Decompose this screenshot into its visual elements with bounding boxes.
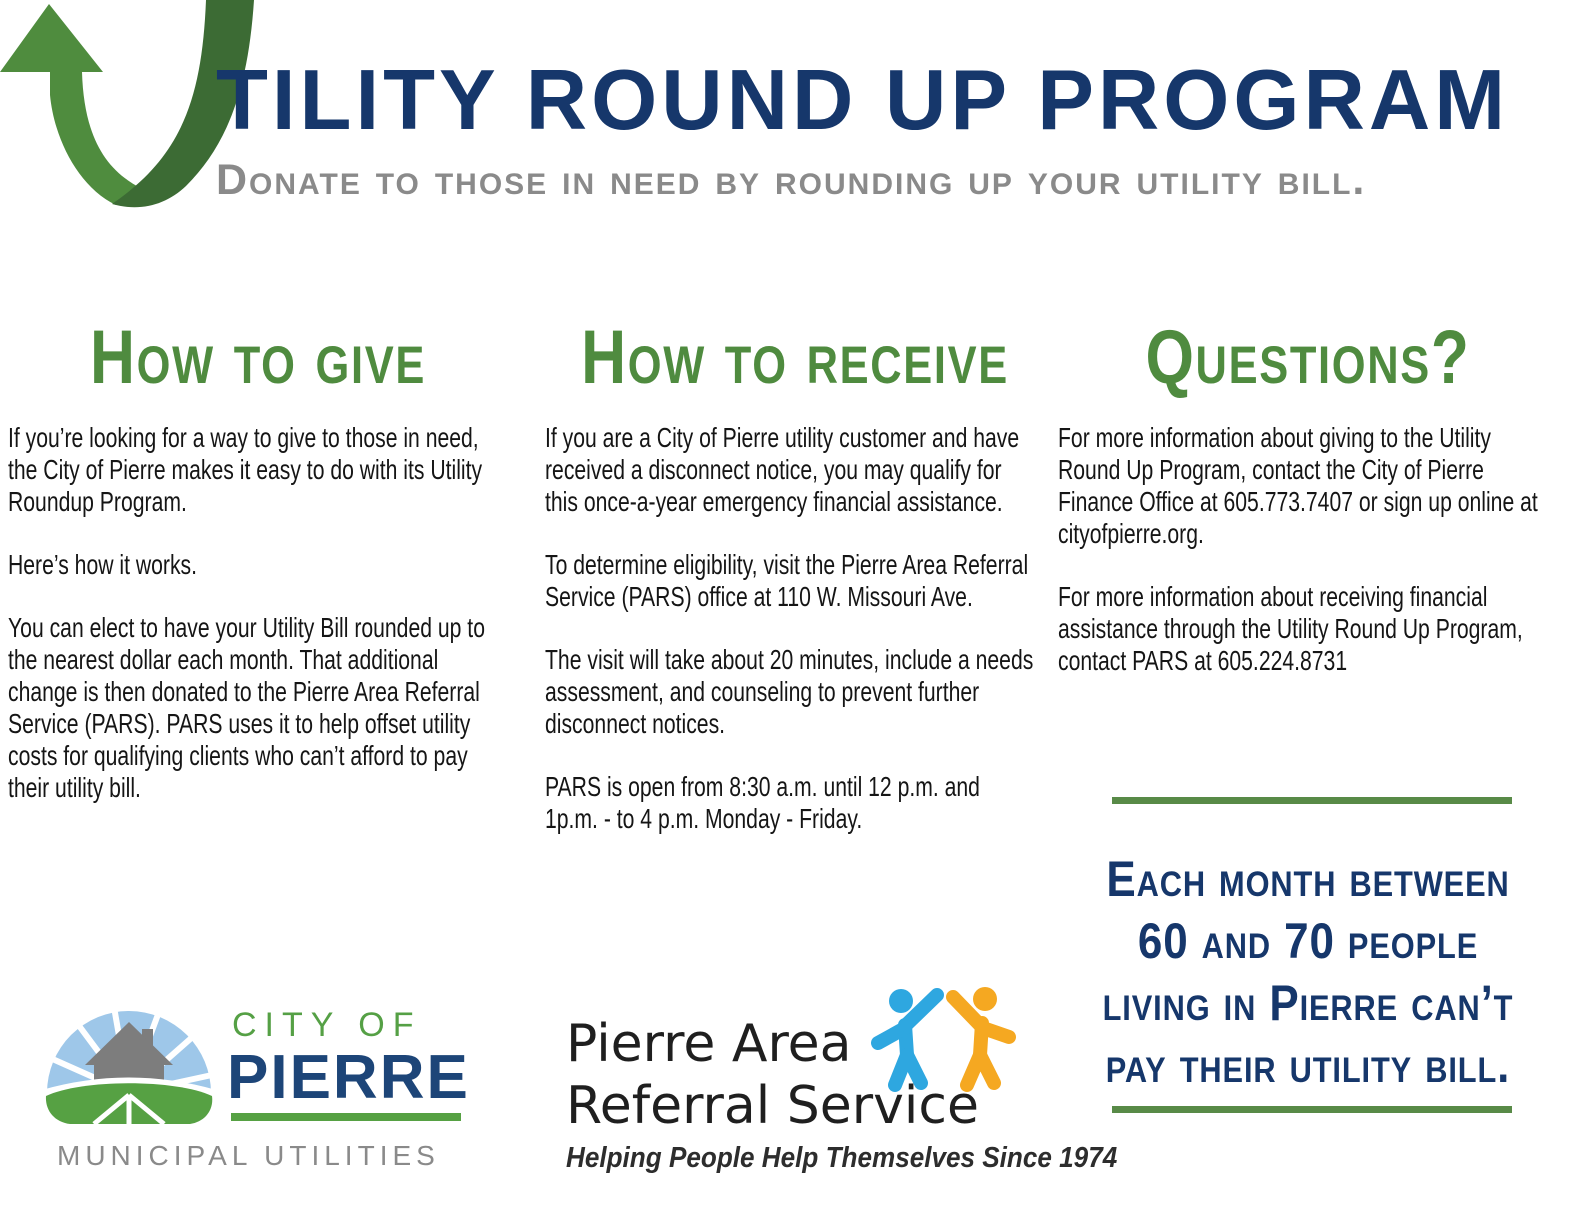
heading-questions: Questions? [1145,315,1471,400]
column-questions [1058,315,1558,708]
callout-statistic [1088,848,1528,1096]
divider-line-bottom [1112,1106,1512,1113]
paragraph: The visit will take about 20 minutes, include a needs assessment, and counseling to prevent further disconnect notices. [545,644,1034,739]
paragraph: To determine eligibility, visit the Pierre Area Referral Service (PARS) office at 110 W. Missouri Ave. [545,549,1029,612]
heading-how-to-give: How to give [90,315,426,400]
column-how-to-give [8,315,508,835]
city-of-pierre-emblem-icon [42,995,217,1130]
pars-name-line1: Pierre Area [566,1014,852,1074]
paragraph: Here’s how it works. [8,549,198,580]
page-title: TILITY ROUND UP PROGRAM [216,53,1510,148]
column-how-to-receive [545,315,1045,866]
paragraph: For more information about giving to the Utility Round Up Program, contact the City of Pierre Finance Office at 605.773.7407 or sign up online at cityofpierre.org. [1058,422,1538,549]
pars-name-line2: Referral Service [566,1076,979,1136]
column-body [8,422,501,804]
page-subtitle: Donate to those in need by rounding up your utility bill. [216,156,1367,204]
column-body [545,422,1038,835]
paragraph: For more information about receiving financial assistance through the Utility Round Up Program, contact PARS at 605.224.8731 [1058,581,1523,676]
paragraph: You can elect to have your Utility Bill rounded up to the nearest dollar each month. That additional change is then donated to the Pierre Area Referral Service (PARS). PARS uses it to help offset utility costs for qualifying clients who can’t afford to pay their utility bill. [8,612,485,803]
paragraph: If you’re looking for a way to give to those in need, the City of Pierre makes it easy to do with its Utility Roundup Program. [8,422,483,517]
column-body [1058,422,1551,677]
city-of-pierre-name-text: PIERRE [227,1043,470,1112]
pars-tagline: Helping People Help Themselves Since 1974 [566,1142,1118,1174]
pars-people-icon [865,985,1025,1100]
heading-how-to-receive: How to receive [581,315,1009,400]
city-of-pierre-cityof-text: CITY OF [232,1006,422,1044]
city-of-pierre-municipal-utilities-text: MUNICIPAL UTILITIES [57,1140,440,1171]
callout-line: living in Pierre can’t [1102,975,1514,1031]
paragraph: PARS is open from 8:30 a.m. until 12 p.m. and 1p.m. - to 4 p.m. Monday - Friday. [545,771,980,834]
city-of-pierre-green-bar [231,1113,461,1121]
callout-line: pay their utility bill. [1105,1037,1511,1093]
paragraph: If you are a City of Pierre utility customer and have received a disconnect notice, you may qualify for this once-a-year emergency financial assistance. [545,422,1020,517]
divider-line-top [1112,797,1512,804]
callout-line: 60 and 70 people [1137,913,1479,969]
callout-line: Each month between [1106,851,1510,907]
